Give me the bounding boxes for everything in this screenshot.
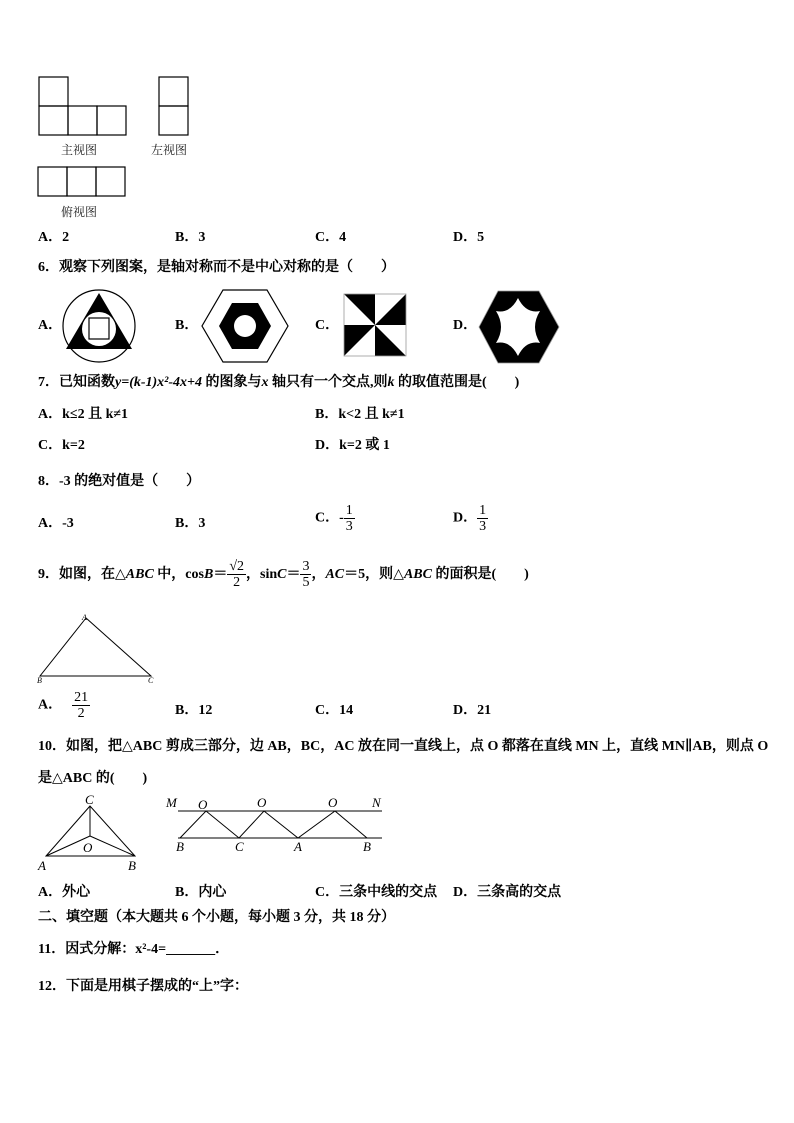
- q10-option-a: A．外心: [38, 885, 91, 900]
- q9-triangle-figure: [36, 612, 158, 684]
- q7-option-c: C．k=2: [38, 438, 85, 453]
- q5-option-d: D．5: [453, 230, 485, 245]
- q10-fig2-n: N: [372, 795, 381, 810]
- q9-option-b: B．12: [175, 703, 213, 718]
- q7-option-d: D．k=2 或 1: [315, 438, 390, 453]
- q10-fig2-o1: O: [198, 797, 208, 812]
- q5-option-c: C．4: [315, 230, 347, 245]
- q9-option-a: A． $\frac{21}{2}$: [38, 690, 89, 721]
- front-view-figure: [38, 76, 130, 136]
- q8-option-d: [453, 503, 488, 534]
- q10-fig2-o3: O: [328, 795, 338, 810]
- front-view-caption: 主视图: [61, 143, 98, 157]
- top-view-figure: [37, 166, 129, 198]
- q10-fig2-b1: B: [176, 839, 184, 854]
- q8-option-c: [315, 503, 355, 534]
- q6-figure-d: [478, 289, 560, 365]
- q9-vertex-a: A: [82, 613, 87, 622]
- q10-stem-line2: 是△ABC 的( ): [38, 771, 148, 786]
- q9-cos-fraction: $\frac{√2}{2}$: [229, 559, 244, 591]
- q10-fig1-b: B: [128, 858, 136, 873]
- left-view-figure: [158, 76, 190, 136]
- q9-vertex-b: B: [37, 676, 42, 684]
- q10-fig1-c: C: [85, 792, 94, 807]
- q7-stem-suffix: 的取值范围是( ): [394, 375, 520, 390]
- q8-option-c-prefix: C．-: [315, 510, 344, 526]
- q9-stem: 9．如图，在△ABC 中，cosB＝ $\frac{√2}{2}$ ，sinC＝ $\frac{3}{5}$ ，AC＝5，则△ABC 的面积是( ): [38, 559, 529, 591]
- q6-label-c: C．: [315, 318, 340, 333]
- q11-stem: 11．因式分解：x²-4=_______．: [38, 942, 230, 957]
- q7-function: y=(k-1)x²-4x+4: [115, 375, 203, 390]
- q6-stem: 6．观察下列图案，是轴对称而不是中心对称的是（ ）: [38, 260, 395, 275]
- q8-stem: 8．-3 的绝对值是（ ）: [38, 474, 201, 489]
- left-view-caption: 左视图: [151, 143, 188, 157]
- q8-option-d-prefix: D．: [453, 510, 478, 526]
- q10-fig2-o2: O: [257, 795, 267, 810]
- q5-option-a: A．2: [38, 230, 70, 245]
- q7-stem-mid: 的图象与: [202, 375, 262, 390]
- q8-option-c-fraction: $\frac{1}{3}$: [345, 503, 353, 534]
- q6-label-d: D．: [453, 318, 478, 333]
- q10-fig2-a: A: [294, 839, 302, 854]
- q6-figure-b: [201, 288, 289, 364]
- q5-option-b: B．3: [175, 230, 206, 245]
- q7-stem-prefix: 7．已知函数: [38, 375, 115, 390]
- q8-option-b: B．3: [175, 516, 206, 531]
- q10-option-c: C．三条中线的交点: [315, 885, 438, 900]
- q10-fig2-c: C: [235, 839, 244, 854]
- q12-stem: 12．下面是用棋子摆成的“上”字：: [38, 979, 248, 994]
- q7-k: k: [387, 375, 395, 390]
- q8-option-a: A．-3: [38, 516, 74, 531]
- q6-figure-c: [343, 292, 407, 358]
- q7-option-b: B．k<2 且 k≠1: [315, 407, 405, 422]
- q10-fig2-b2: B: [363, 839, 371, 854]
- q7-option-a: A．k≤2 且 k≠1: [38, 407, 129, 422]
- top-view-caption: 俯视图: [61, 205, 98, 219]
- q9-sin-fraction: $\frac{3}{5}$: [302, 559, 310, 591]
- q9-option-a-fraction: $\frac{21}{2}$: [74, 690, 89, 721]
- q7-stem: [38, 374, 519, 392]
- q10-option-d: D．三条高的交点: [453, 885, 562, 900]
- q9-vertex-c: C: [148, 676, 154, 684]
- q6-label-a: A．: [38, 318, 63, 333]
- q10-strip-figure: [162, 794, 387, 856]
- q10-option-b: B．内心: [175, 885, 227, 900]
- q9-option-d: D．21: [453, 703, 492, 718]
- q9-option-c: C．14: [315, 703, 354, 718]
- q7-stem-mid2: 轴只有一个交点,则: [268, 375, 388, 390]
- q10-fig2-m: M: [166, 795, 177, 810]
- q8-option-d-fraction: $\frac{1}{3}$: [479, 503, 487, 534]
- q10-fig1-o: O: [83, 840, 93, 855]
- q10-fig1-a: A: [38, 858, 46, 873]
- q10-triangle-figure: [36, 792, 146, 876]
- q7-x: x: [261, 375, 269, 390]
- q6-label-b: B．: [175, 318, 199, 333]
- q10-stem-line1: 10．如图，把△ABC 剪成三部分，边 AB，BC，AC 放在同一直线上，点 O 都落在直线 MN 上，直线 MN∥AB，则点 O: [38, 739, 769, 754]
- q6-figure-a: [60, 287, 140, 365]
- section-2-heading: 二、填空题（本大题共 6 个小题，每小题 3 分，共 18 分）: [38, 910, 395, 925]
